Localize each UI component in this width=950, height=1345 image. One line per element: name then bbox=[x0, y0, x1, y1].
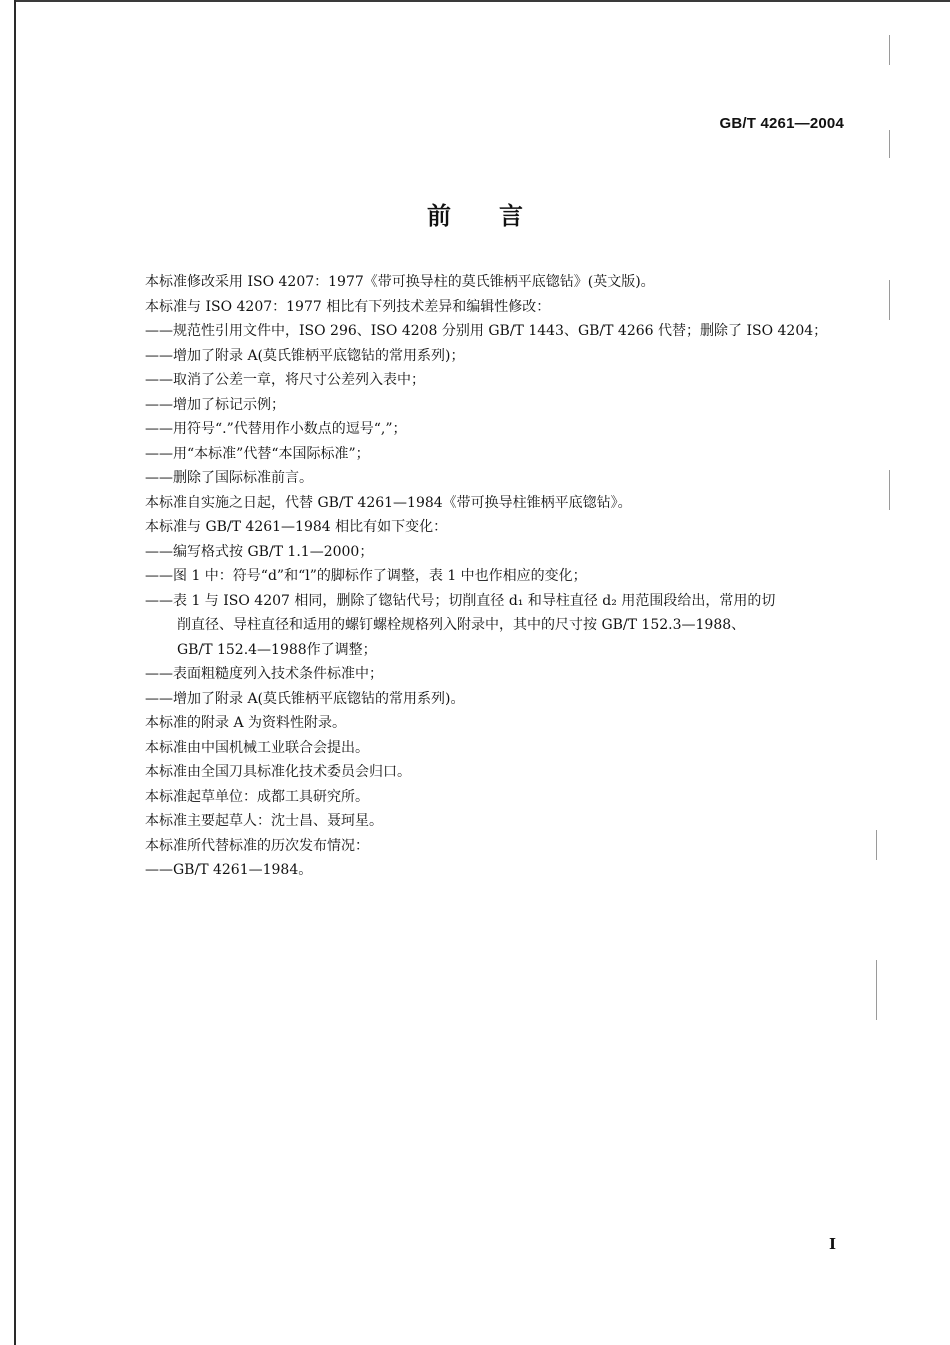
foreword-line: 本标准修改采用 ISO 4207：1977《带可换导柱的莫氏锥柄平底锪钻》(英文版)。 bbox=[145, 274, 655, 290]
foreword-line: 本标准自实施之日起，代替 GB/T 4261—1984《带可换导柱锥柄平底锪钻》。 bbox=[145, 494, 632, 511]
foreword-line: 本标准由中国机械工业联合会提出。 bbox=[145, 739, 369, 756]
foreword-line: ——取消了公差一章，将尺寸公差列入表中； bbox=[145, 372, 425, 388]
page-number: I bbox=[829, 1235, 837, 1253]
foreword-line: 本标准起草单位：成都工具研究所。 bbox=[145, 788, 369, 805]
foreword-line: ——图 1 中：符号“d”和“l”的脚标作了调整，表 1 中也作相应的变化； bbox=[145, 568, 587, 584]
foreword-line: 本标准所代替标准的历次发布情况： bbox=[145, 837, 369, 854]
page-title: 前言 bbox=[427, 202, 571, 230]
foreword-line: ——GB/T 4261—1984。 bbox=[145, 862, 313, 878]
scan-artifact bbox=[889, 470, 890, 510]
foreword-line: ——增加了标记示例； bbox=[145, 396, 285, 413]
standard-number: GB/T 4261—2004 bbox=[719, 115, 844, 132]
scan-artifact bbox=[889, 280, 890, 320]
foreword-line: ——编写格式按 GB/T 1.1—2000； bbox=[145, 543, 374, 560]
page-top-edge bbox=[14, 0, 950, 2]
foreword-line: ——表 1 与 ISO 4207 相同，删除了锪钻代号；切削直径 d₁ 和导柱直径 d₂ 用范围段给出，常用的切 bbox=[145, 592, 776, 609]
foreword-line: ——规范性引用文件中，ISO 296、ISO 4208 分别用 GB/T 1443、GB/T 4266 代替；删除了 ISO 4204； bbox=[145, 323, 828, 339]
foreword-body bbox=[145, 270, 865, 883]
scan-artifact bbox=[889, 35, 890, 65]
foreword-line: ——增加了附录 A(莫氏锥柄平底锪钻的常用系列)。 bbox=[145, 690, 465, 707]
foreword-line: 本标准主要起草人：沈士昌、聂珂星。 bbox=[145, 813, 383, 829]
foreword-line: ——增加了附录 A(莫氏锥柄平底锪钻的常用系列)； bbox=[145, 347, 465, 364]
foreword-line: GB/T 152.4—1988作了调整； bbox=[177, 641, 377, 658]
scan-artifact bbox=[876, 960, 877, 1020]
foreword-line: ——表面粗糙度列入技术条件标准中； bbox=[145, 666, 383, 682]
foreword-line: ——删除了国际标准前言。 bbox=[145, 470, 313, 486]
foreword-line: ——用符号“.”代替用作小数点的逗号“,”； bbox=[145, 421, 407, 437]
scan-artifact bbox=[876, 830, 877, 860]
scan-artifact bbox=[889, 130, 890, 158]
foreword-line: 本标准由全国刀具标准化技术委员会归口。 bbox=[145, 764, 411, 780]
foreword-line: ——用“本标准”代替“本国际标准”； bbox=[145, 445, 370, 462]
foreword-line: 本标准的附录 A 为资料性附录。 bbox=[145, 715, 347, 731]
foreword-line: 本标准与 ISO 4207：1977 相比有下列技术差异和编辑性修改： bbox=[145, 298, 551, 315]
foreword-line: 本标准与 GB/T 4261—1984 相比有如下变化： bbox=[145, 519, 448, 535]
foreword-line: 削直径、导柱直径和适用的螺钉螺栓规格列入附录中，其中的尺寸按 GB/T 152.3—1988、 bbox=[177, 617, 746, 633]
